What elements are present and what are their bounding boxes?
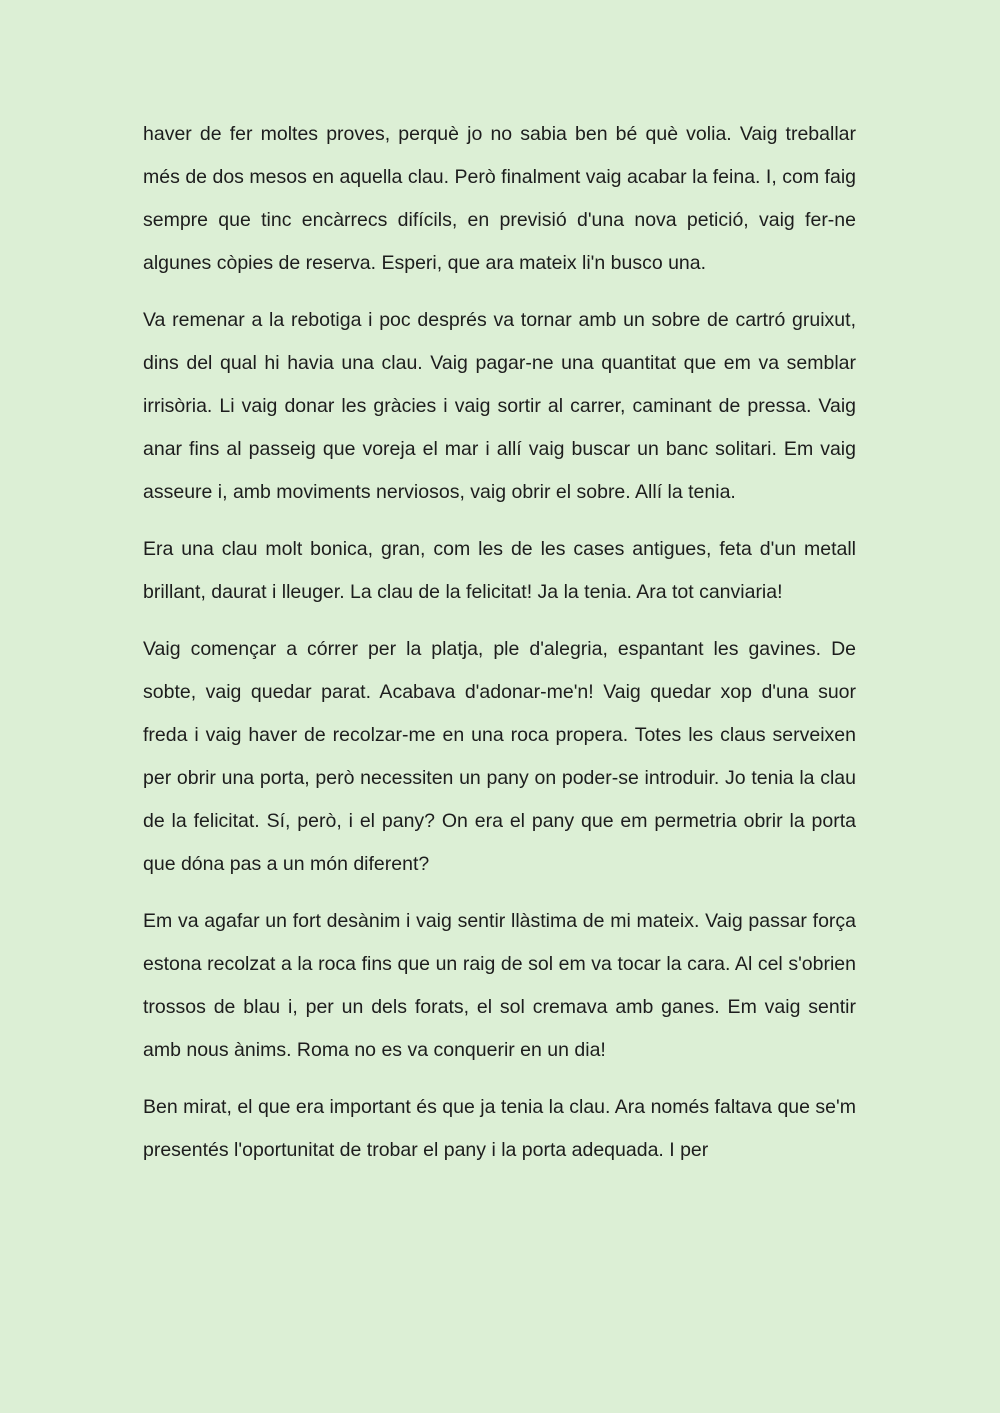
paragraph-1: haver de fer moltes proves, perquè jo no sabia ben bé què volia. Vaig treballar més de dos mesos en aquella clau. Però finalment vaig acabar la feina. I, com faig sempre que tinc encàrrecs difícils, en previsió d'una nova petició, vaig fer-ne algunes còpies de reserva. Esperi, que ara mateix li'n busco una. [143,123,856,274]
paragraph-4: Vaig començar a córrer per la platja, ple d'alegria, espantant les gavines. De sobte, vaig quedar parat. Acabava d'adonar-me'n! Vaig quedar xop d'una suor freda i vaig haver de recolzar-me en una roca propera. Totes les claus serveixen per obrir una porta, però necessiten un pany on poder-se introduir. Jo tenia la clau de la felicitat. Sí, però, i el pany? On era el pany que em permetria obrir la porta que dóna pas a un món diferent? [143,638,856,875]
paragraph-5: Em va agafar un fort desànim i vaig sentir llàstima de mi mateix. Vaig passar força estona recolzat a la roca fins que un raig de sol em va tocar la cara. Al cel s'obrien trossos de blau i, per un dels forats, el sol cremava amb ganes. Em vaig sentir amb nous ànims. Roma no es va conquerir en un dia! [143,910,856,1061]
paragraph-6: Ben mirat, el que era important és que ja tenia la clau. Ara només faltava que se'm presentés l'oportunitat de trobar el pany i la porta adequada. I per [143,1096,856,1161]
paragraph-2: Va remenar a la rebotiga i poc després va tornar amb un sobre de cartró gruixut, dins del qual hi havia una clau. Vaig pagar-ne una quantitat que em va semblar irrisòria. Li vaig donar les gràcies i vaig sortir al carrer, caminant de pressa. Vaig anar fins al passeig que voreja el mar i allí vaig buscar un banc solitari. Em vaig asseure i, amb moviments nerviosos, vaig obrir el sobre. Allí la tenia. [143,309,856,503]
paragraph-3: Era una clau molt bonica, gran, com les de les cases antigues, feta d'un metall brillant, daurat i lleuger. La clau de la felicitat! Ja la tenia. Ara tot canviaria! [143,538,856,603]
